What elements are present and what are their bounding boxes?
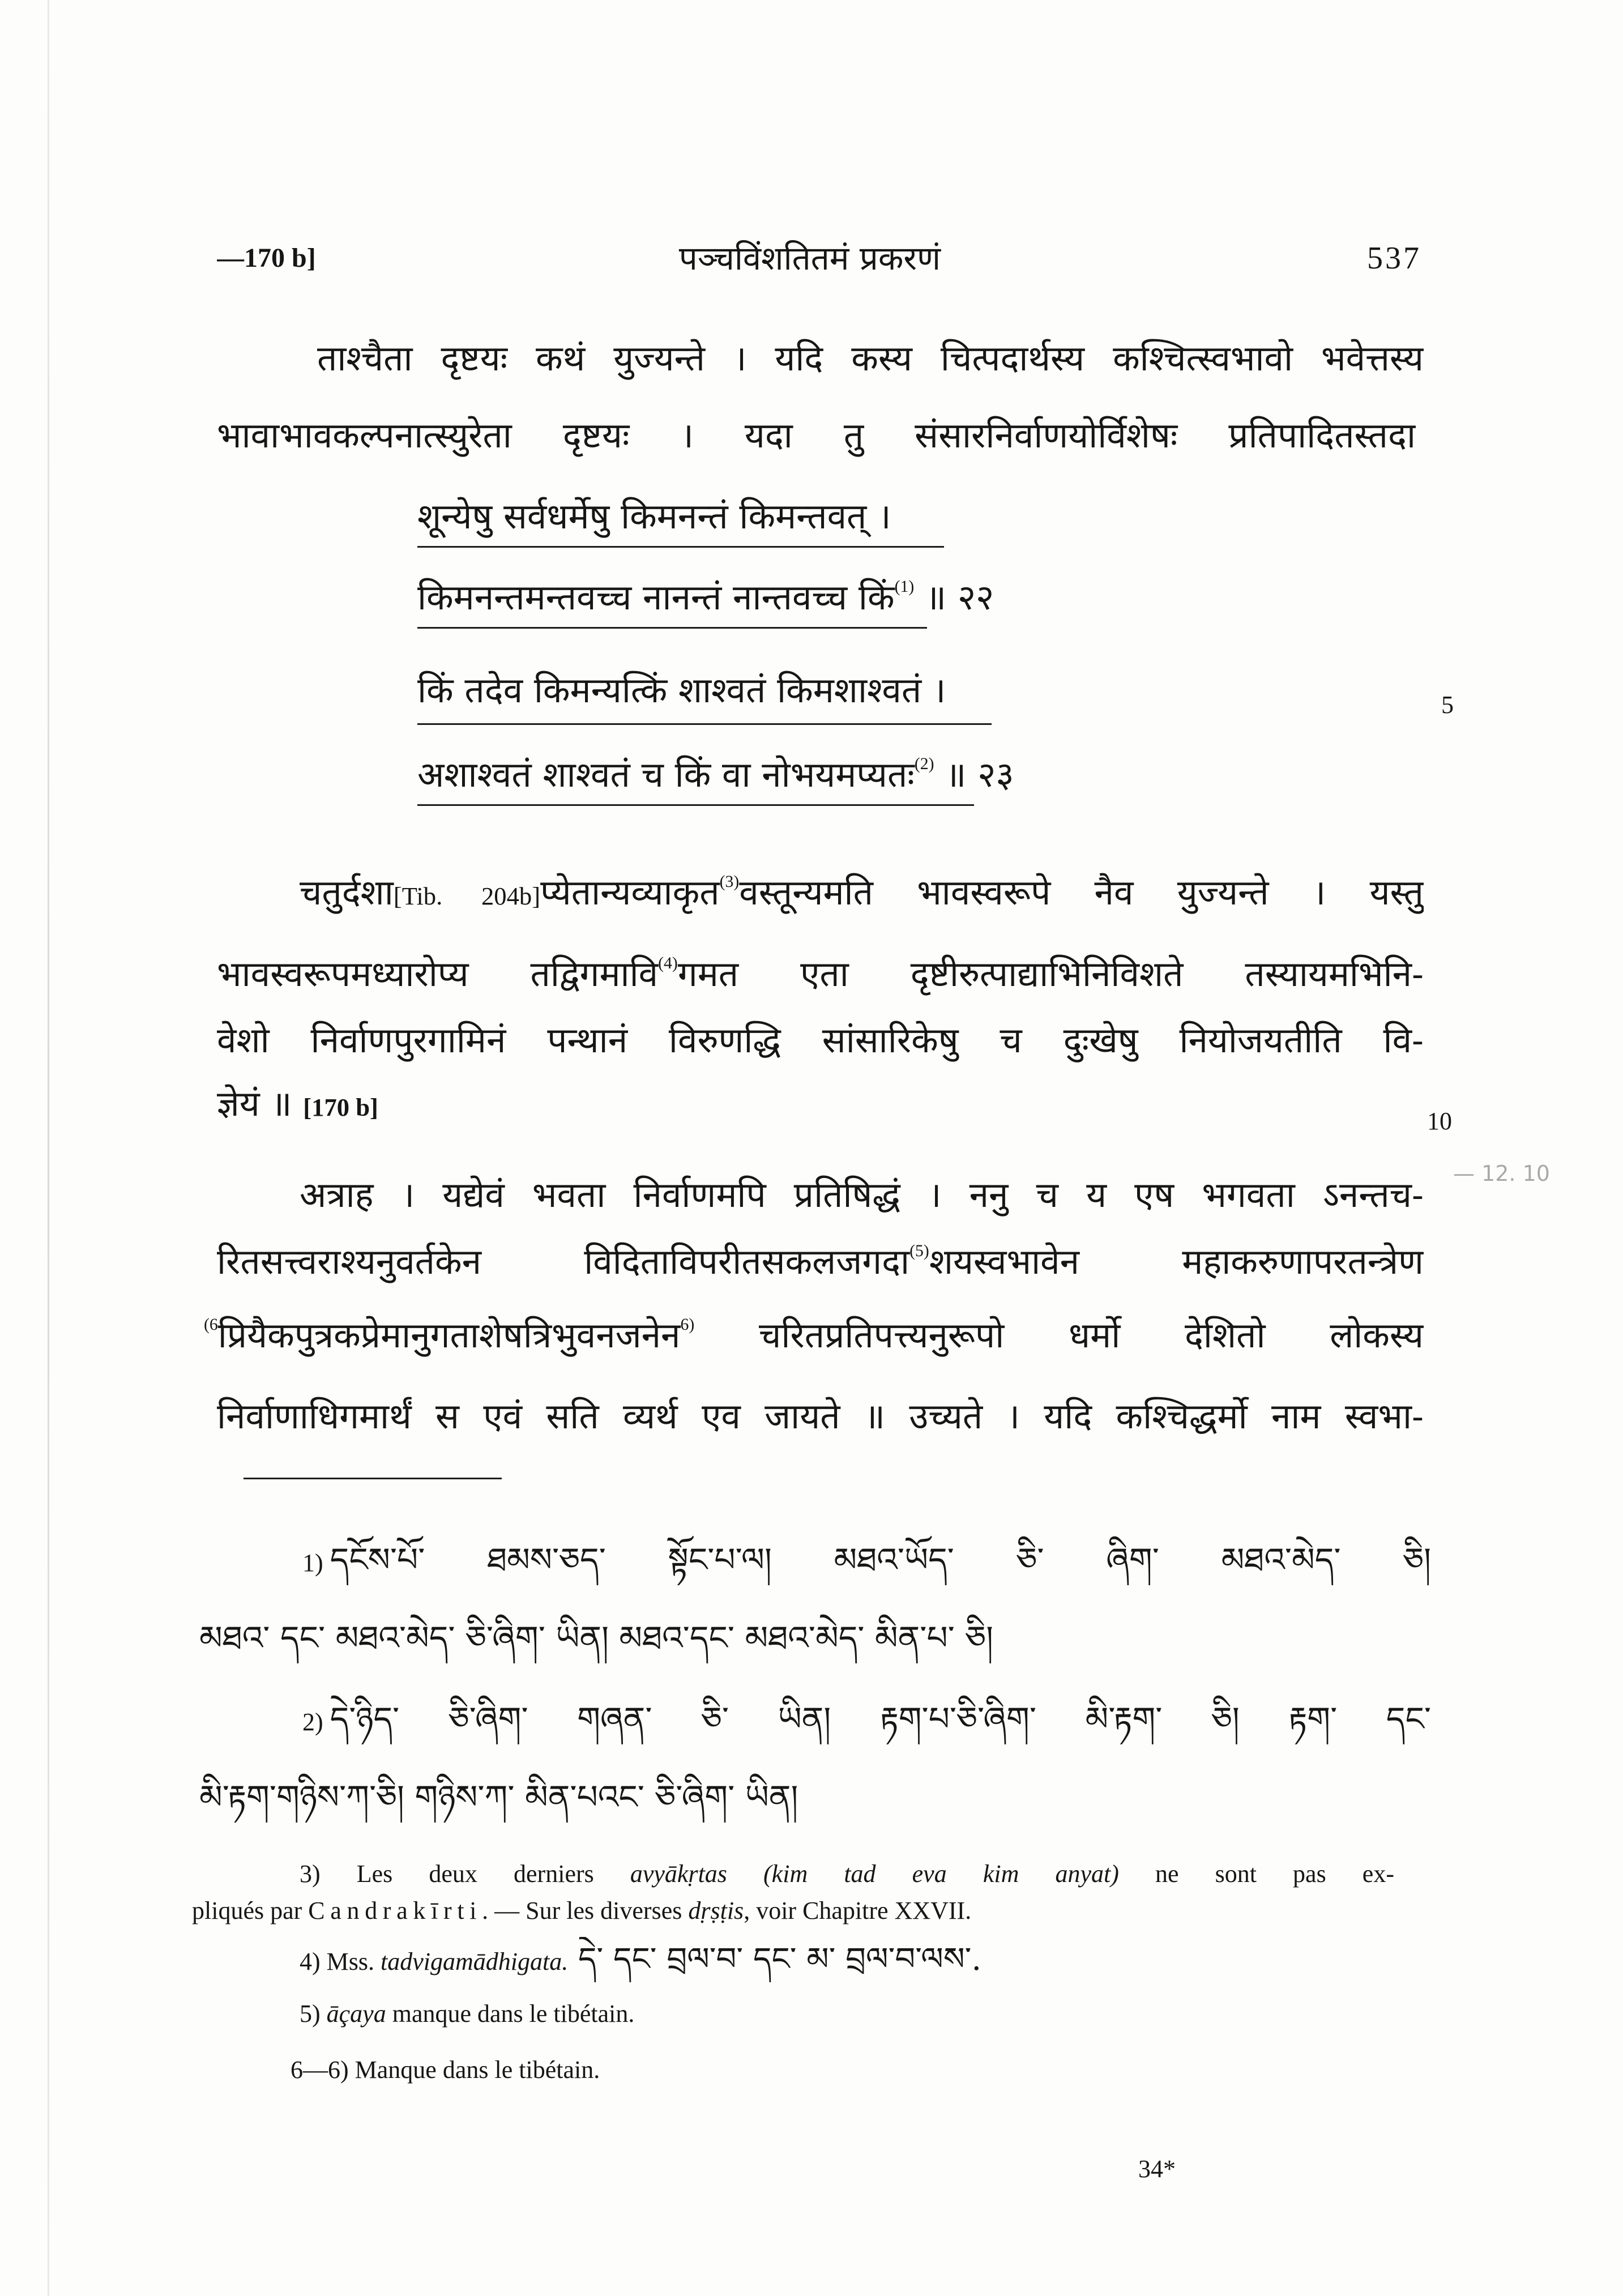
verse-underline <box>417 804 974 806</box>
margin-line-number: 5 <box>1441 691 1454 719</box>
pencil-annotation: — 12. 10 <box>1453 1161 1550 1186</box>
footnote-text: Mss. <box>320 1948 381 1975</box>
verse-22-pada-cd <box>417 572 1018 623</box>
prose-line <box>217 1236 1424 1287</box>
prose-line: अत्राह । यद्येवं भवता निर्वाणमपि प्रतिषिद्धं । ननु च य एष भगवता ऽनन्तच- <box>300 1174 1424 1215</box>
footnote-text: . — Sur les diverses <box>482 1897 689 1924</box>
tibetan-text: དེ་ དང་ བྲལ་བ་ དང་ མ་ བྲལ་བ་ལས་. <box>568 1941 982 1978</box>
tibetan-text: མི་རྟག་གཉིས་ཀ་ཅི། གཉིས་ཀ་ མིན་པའང་ ཅི་ཞིག་ ཡིན། <box>199 1778 798 1816</box>
prose-text: प्येतान्यव्याकृत <box>540 872 720 913</box>
footnote-marker: 6—6) <box>291 2056 349 2084</box>
footnote-marker: 5) <box>300 2000 321 2028</box>
prose-line: भावाभावकल्पनात्स्युरेता दृष्टयः । यदा तु संसारनिर्वाणयोर्विशेषः प्रतिपादितस्तदा <box>217 415 1416 456</box>
footnote-2 <box>302 1693 1431 1744</box>
chapter-title: पञ्चविंशतितमं प्रकरणं <box>678 239 941 278</box>
footnote-text: Manque dans le tibétain. <box>348 2056 600 2084</box>
footnote-separator <box>244 1478 502 1479</box>
scan-edge-line <box>48 0 49 2296</box>
prose-text: वस्तून्यमति भावस्वरूपे नैव युज्यन्ते । यस्तु <box>739 872 1424 913</box>
footnote-6 <box>291 2053 970 2087</box>
tibetan-folio-ref: [Tib. 204b] <box>393 882 541 910</box>
footnote-marker: 4) <box>300 1948 321 1975</box>
verse-text: किमनन्तमन्तवच्च नानन्तं नान्तवच्च किं <box>417 577 895 618</box>
footnote-text: pliqués par <box>192 1897 309 1924</box>
prose-line <box>217 949 1424 1000</box>
margin-line-number: 10 <box>1427 1107 1452 1135</box>
italic-term: avyākṛtas <box>630 1860 727 1888</box>
verse-23-pada-ab: किं तदेव किमन्यत्किं शाश्वतं किमशाश्वतं । <box>417 669 946 711</box>
footnote-text: manque dans le tibétain. <box>386 2000 635 2028</box>
footnote-3-continued <box>192 1894 1381 1928</box>
prose-line: निर्वाणाधिगमार्थं स एवं सति व्यर्थ एव जायते ॥ उच्यते । यदि कश्चिद्धर्मो नाम स्वभा- <box>217 1395 1424 1437</box>
footnote-ref-1: (1) <box>894 577 915 596</box>
footnote-5 <box>300 1997 979 2031</box>
verse-number: ॥ २२ <box>914 577 994 618</box>
prose-line <box>217 1078 670 1129</box>
italic-term: āçaya <box>320 2000 386 2028</box>
prose-text: चतुर्दशा <box>300 872 394 913</box>
prose-text: ज्ञेयं ॥ <box>217 1083 304 1124</box>
verse-text: अशाश्वतं शाश्वतं च किं वा नोभयमप्यतः <box>417 754 915 795</box>
prose-text: चरितप्रतिपत्त्यनुरूपो धर्मो देशितो लोकस्य <box>694 1315 1424 1356</box>
prose-text: रितसत्त्वराश्यनुवर्तकेन विदिताविपरीतसकलजगदा <box>217 1241 910 1282</box>
footnote-marker: 3) <box>300 1860 321 1888</box>
prose-text: शयस्वभावेन महाकरुणापरतन्त्रेण <box>929 1241 1424 1282</box>
folio-reference: —170 b] <box>217 243 316 273</box>
author-name: Candrakīrti <box>308 1897 482 1924</box>
footnote-ref-6-open: (6 <box>204 1315 218 1334</box>
prose-line <box>204 1310 1424 1361</box>
tibetan-text: དངོས་པོ་ ཐམས་ཅད་ སྟོང་པ་ལ། མཐའ་ཡོད་ ཅི་ ཞིག་ མཐའ་མེད་ ཅི། <box>330 1540 1431 1579</box>
italic-term: dṛṣṭis <box>688 1897 744 1924</box>
verse-23-pada-cd <box>417 749 1018 800</box>
footnote-1 <box>302 1534 1431 1585</box>
footnote-text: ne sont pas ex- <box>1118 1860 1394 1888</box>
verse-22-pada-ab: शून्येषु सर्वधर्मेषु किमनन्तं किमन्तवत् । <box>417 496 891 537</box>
verse-underline <box>417 723 992 725</box>
folio-marker: [170 b] <box>303 1093 378 1121</box>
footnote-ref-3: (3) <box>719 872 740 891</box>
tibetan-text: དེ་ཉིད་ ཅི་ཞིག་ གཞན་ ཅི་ ཡིན། རྟག་པ་ཅི་ཞིག་ མི་རྟག་ ཅི། རྟག་ དང་ <box>330 1700 1431 1738</box>
footnote-marker: 2) <box>302 1708 323 1736</box>
footnote-text: , voir Chapitre XXVII. <box>744 1897 972 1924</box>
prose-line: वेशो निर्वाणपुरगामिनं पन्थानं विरुणद्धि सांसारिकेषु च दुःखेषु नियोजयतीति वि- <box>217 1019 1424 1061</box>
prose-text: गमत एता दृष्टीरुत्पाद्याभिनिविशते तस्यायमभिनि- <box>677 953 1424 995</box>
manuscript-reading: tadvigamādhigata. <box>381 1948 569 1975</box>
verse-number: ॥ २३ <box>934 754 1014 795</box>
italic-gloss: (kim tad eva kim anyat) <box>763 1860 1119 1888</box>
prose-line: ताश्चैता दृष्टयः कथं युज्यन्ते । यदि कस्य चित्पदार्थस्य कश्चित्स्वभावो भवेत्तस्य <box>317 338 1424 379</box>
footnote-ref-6-close: 6) <box>680 1315 695 1334</box>
footnote-ref-2: (2) <box>914 754 934 773</box>
prose-text: प्रियैकपुत्रकप्रेमानुगताशेषत्रिभुवनजनेन <box>217 1315 681 1356</box>
tibetan-text: མཐའ་ དང་ མཐའ་མེད་ ཅི་ཞིག་ ཡིན། མཐའ་དང་ མཐའ་མེད་ མིན་པ་ ཅི། <box>199 1619 994 1657</box>
footnote-3 <box>300 1857 1394 1891</box>
footnote-ref-5: (5) <box>909 1241 929 1260</box>
footnote-text: Les deux derniers <box>320 1860 630 1888</box>
signature-mark: 34* <box>1138 2155 1176 2183</box>
footnote-4 <box>300 1937 1319 1982</box>
verse-underline <box>417 546 944 548</box>
prose-line <box>300 867 1424 918</box>
footnote-ref-4: (4) <box>658 953 678 972</box>
page-number: 537 <box>1367 241 1421 276</box>
footnote-text <box>727 1860 763 1888</box>
prose-text: भावस्वरूपमध्यारोप्य तद्विगमावि <box>217 953 659 995</box>
footnote-marker: 1) <box>302 1549 323 1577</box>
verse-underline <box>417 627 927 629</box>
